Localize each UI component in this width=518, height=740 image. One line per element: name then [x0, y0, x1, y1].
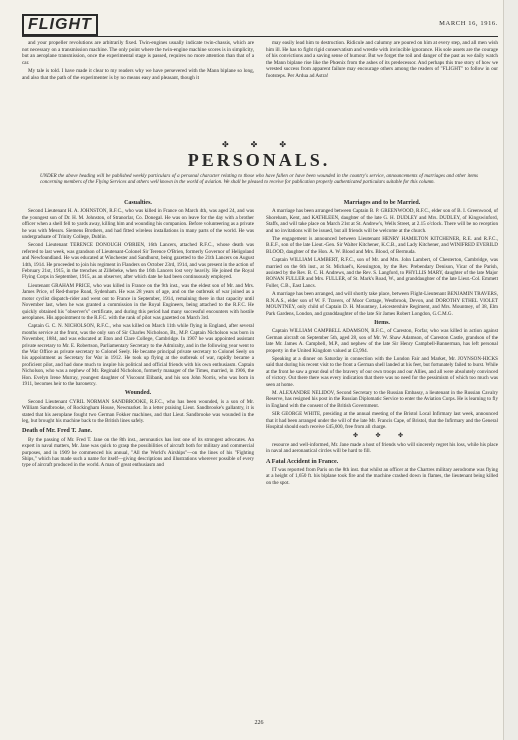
ornament: ✤ ✤ ✤: [221, 140, 297, 149]
paragraph: A marriage has been arranged between Captain B. P. GREENWOOD, R.F.C., elder son of B. I. Greenwood, of Shoreham, Kent, and KATHLEEN, daughter of the late G. H. DUDLEY and Mrs. DUDLEY, of Kingswinford, Staffs, and will take place on March 21st at St. Andrew's, Wells Street, at 2.15 o'clock. There will be no reception and no invitations will be issued, but all friends will be welcome at the church.: [266, 208, 498, 234]
paragraph: Captain WILLIAM CAMPBELL ADAMSON, R.F.C., of Careston, Forfar, who was killed in action against German aircraft on September 5th, aged 28, son of Mr. W. Shaw Adamson, of Careston Castle, grandson of the late Mr. James A. Campbell, M.P., and nephew of the late Sir Henry Campbell-Bannerman, has left personal property in the United Kingdom valued at £3,994.: [266, 328, 498, 354]
subhead-marriages: Marriages and to be Married.: [343, 200, 421, 206]
paragraph: My tale is told. I have made it clear to my readers why we have persevered with the Mann biplane so long, and also that the path of the experimenter is by no means easy and pleasant, though it: [22, 68, 254, 81]
paragraph: Second Lieutenant TERENCE DONOUGH O'BRIEN, 16th Lancers, attached R.F.C., whose death was referred to last week, was grandson of Lieutenant-Colonel Sir Terence O'Brien, formerly Governor of Heligoland and Newfoundland. He was educated at Winchester and Sandhurst, being gazetted to the 21th Lancers on August 14th, 1914. He proceeded to join his regiment in Flanders on October 23rd, 1914, and was present in the action of February 21st, 1915, in the trenches at Zillebeke, when the 16th Lancers lost very heavily. He joined the Royal Flying Corps in September, 1915, as an observer, after which date he had been continuously employed.: [22, 242, 254, 281]
article-tail: [22, 40, 498, 155]
section-title: PERSONALS.: [187, 150, 331, 170]
paragraph: Second Lieutenant H. A. JOHNSTON, R.F.C., who was killed in France on March 4th, was aged 24, and was the youngest son of Dr. H. M. Johnston, of Stranorlar, Co. Donegal. He was on leave for the day with a brother officer when a shell fell to yards away, killing him and wounding his companion. Before volunteering as a private he was with Messrs. Siemens Brothers, and had fitted wireless installations in many parts of the world. He was undergraduate of Trinity College, Dublin.: [22, 208, 254, 241]
subhead-accident: A Fatal Accident in France.: [266, 457, 339, 465]
paragraph: and your propeller revolutions are arbitrarily fixed. Twin-engines usually indicate twin-chassis, which are not necessary on a transmission machine. The only point where the twin-engine machine scores is in simplicity, but an aeroplane transmission, once the experimental stage is passed, requires no more attention than that of a car.: [22, 40, 254, 66]
paragraph: IT was reported from Paris on the 8th inst. that whilst an officer at the Chartres military aerodrome was flying at a height of 1,650 ft. his biplane took fire and the machine crashed down in flames, the lieutenant being killed on the spot.: [266, 467, 498, 486]
paragraph: By the passing of Mr. Fred T. Jane on the 8th inst., aeronautics has lost one of its strongest advocates. An expert in naval matters, Mr. Jane was quick to grasp the possibilities of aircraft both for military and commercial purposes, and in 1909 he commenced his annual, "All the World's Airships"—on the lines of his "Fighting Ships," which has made such a name for itself—giving descriptions and illustrations wherever possible of every type of aircraft produced in the world. A man of great enthusiasm and: [22, 436, 254, 469]
page-edge: [503, 0, 518, 740]
page-number: 226: [254, 720, 264, 726]
page-header: [22, 6, 498, 36]
paragraph: A marriage has been arranged, and will shortly take place, between Flight-Lieutenant BENJAMIN TRAVERS, R.N.A.S., elder son of W. F. Travers, of Moor Cottage, Westbrook, Devon, and DOROTHY ETHEL VIOLET MOUNTNEY, only child of Captain D. H. Mountney, Leicestershire Regiment, and Mrs. Mountney, of 38, Elm Park Gardens, London, and granddaughter of the late Sir James Robert Longdon, G.C.M.G.: [266, 291, 498, 317]
paragraph: Captain WILLIAM LAMBERT, R.F.C., son of Mr. and Mrs. John Lambert, of Chesterton, Cambridge, was married on the 6th inst., at St. Michael's, Kensington, by the Rev. Prebendary Denison, Vicar of the Parish, assisted by the Rev. B. C. H. Andrews, and the Rev. S. Langford, to PHYLLIS MARY, daughter of the late Major RONAN FULLER and Mrs. FULLER, of St. Mark's Road, W., and granddaughter of the late Lieut.-Col. Emmett Fuller, C.B., East Lancs.: [266, 257, 498, 289]
paragraph: Captain G. C. N. NICHOLSON, R.F.C., who was killed on March 11th while flying in England, after several months service at the front, was the only son of Sir Charles Nicholson, Bt., M.P. Captain Nicholson was born in November, 1884, and was educated at Eton and Clare College, Cambridge. In 1907 he was appointed assistant private secretary to Mr. E. Robertson, Parliamentary Secretary to the Admiralty, and in the following year went to the War Office as private secretary to Colonel Seely. He became principal private secretary to Colonel Seely on his appointment as Secretary for War in 1912. He took up flying at the outbreak of war, rapidly became a proficient pilot, and had done much to inspire his political and official friends with his own enthusiasm. Captain Nicholson, who was a nephew of Mr. Reginald Nicholson, formerly manager of the Times, married, in 1906, the Hon. Evelyn Irene Murray, youngest daughter of Viscount Elibank, and his son John Norris, who was born in 1911, becomes heir to the baronetcy.: [22, 323, 254, 387]
subhead-wounded: Wounded.: [124, 390, 152, 397]
subhead-items: Items.: [374, 319, 390, 326]
personals-body: [22, 197, 498, 707]
right-column: [266, 197, 498, 707]
paragraph: M. ALEXANDRE NELIDOV, Second Secretary to the Russian Embassy, a lieutenant in the Russian Cavalry Reserve, has resigned his post in the Russian Diplomatic Service to enter the Aviation Corps. He is learning to fly in England with the consent of the British Government.: [266, 389, 498, 409]
tail-left-column: [22, 40, 254, 155]
subhead-death: Death of Mr. Fred T. Jane.: [22, 427, 92, 435]
left-column: [22, 197, 254, 707]
section-intro: UNDER the above heading will be published weekly particulars of a personal character relating to those who have fallen or have been wounded in the country's service, announcements of marriages and other items concerning members of the Flying Services and others well known in the world of aviation. We shall be pleased to receive for publication properly authenticated particulars suitable for this column.: [40, 174, 478, 186]
paragraph: resource and well-informed, Mr. Jane made a host of friends who will sincerely regret his loss, while his place in naval and aeronautical circles will be hard to fill.: [266, 441, 498, 455]
ornament: ✤ ✤ ✤: [352, 433, 412, 440]
header-rule: [22, 36, 498, 37]
flight-logo: FLIGHT: [22, 14, 98, 36]
tail-right-column: [266, 40, 498, 155]
paragraph: Second Lieutenant CYRIL NORMAN SANDBROOKE, R.F.C., who has been wounded, is a son of Mr. William Sandbrooke, of Rockingham House, Newmarket. In a letter praising Lieut. Sandbrooke's gallantry, it is stated that his aeroplane fought two German Fokker machines, and that Lieut. Sandbrooke was wounded in the leg, but brought his machine back to the British lines safely.: [22, 398, 254, 424]
paragraph: The engagement is announced between Lieutenant HENRY HAMILTON KITCHENER, R.E. and R.F.C., B.E.F., son of the late Lieut.-Gen. Sir Walter Kitchener, K.C.B., and Lady Kitchener, and WINIFRED EVERILD BLOOD, daughter of the Hon. A. W. Blood and Mrs. Blood, of Bermuda.: [266, 236, 498, 255]
issue-date: MARCH 16, 1916.: [439, 20, 498, 27]
paragraph: may easily lead him to destruction. Ridicule and calumny are poured on him at every step, and all men wish him ill. He has to fight rigid conservatism and wrestle with invincible ignorance. His sole assets are the courage of his convictions and a saving sense of humour. But we forget the toil and danger of the past as we daily watch the Mann biplane rise like the Phœnix from the ashes of its predecessor. And perhaps this true story of how we wrested success from apparent failure may encourage others among the readers of "FLIGHT" to follow in our footsteps. Per Ardua ad Astra!: [266, 40, 498, 79]
subhead-casualties: Casualties.: [124, 200, 152, 206]
paragraph: SIR GEORGE WHITE, presiding at the annual meeting of the Bristol Local Infirmary last week, announced that it had been arranged under the will of the late Mr. Francis Cape, of Bristol, that the Infirmary and the General Hospital should each receive £45,000, free from all charge.: [266, 411, 498, 430]
paragraph: Speaking at a dinner on Saturday in connection with the London Fair and Market, Mr. JOYNSON-HICKS said that during his recent visit to the front a German shell landed at his feet, but fortunately failed to burst. While at the front he saw a great deal of the bravery of our own troops and our Allies, and all were absolutely convinced of victory. Out there there was every indication that there was no need for the pessimism of which too much was seen at home.: [266, 355, 498, 388]
paragraph: Lieutenant GRAHAM PRICE, who was killed in France on the 9th inst., was the eldest son of Mr. and Mrs. James Price, of Red-thorpe Road, Sydenham. He was 28 years of age, and on the outbreak of war joined as a motor cyclist dispatch-rider and went out to France in September, 1914, remaining there in that capacity until November last, when he was granted a commission in the Royal Engineers, being attached to the R.F.C. He quickly obtained his "observer's" certificate, and during this period had many successful encounters with hostile aeroplanes. His appointment to the R.F.C. with the rank of pilot was gazetted on March 3rd.: [22, 282, 254, 321]
